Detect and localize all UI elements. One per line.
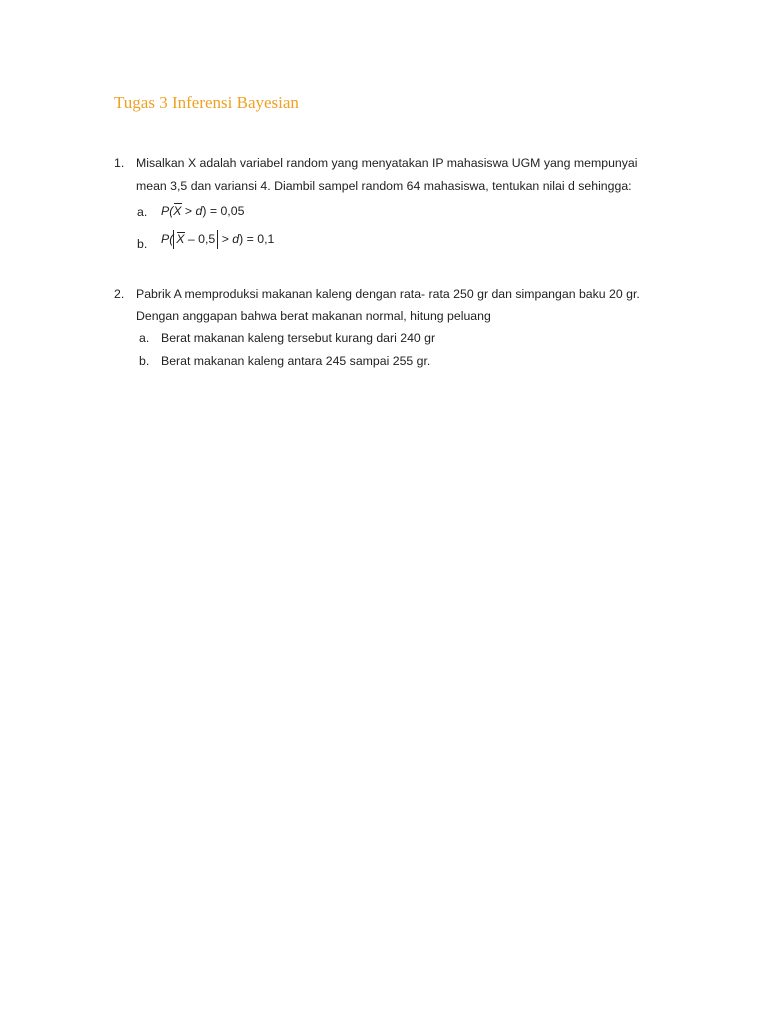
- q2-b-label: b.: [139, 354, 150, 368]
- q1-a-gt: >: [181, 204, 196, 218]
- q1-b-p: P(: [161, 231, 174, 246]
- q1-b-gt: >: [218, 231, 233, 246]
- q1-number: 1.: [114, 156, 125, 170]
- q2-a-text: Berat makanan kaleng tersebut kurang dari 240 gr: [161, 331, 436, 345]
- q2-b-text: Berat makanan kaleng antara 245 sampai 255 gr.: [161, 354, 431, 368]
- q1-a-xbar: X: [173, 204, 182, 218]
- q1-b-inner: – 0,5: [184, 232, 216, 246]
- q2-a-label: a.: [139, 331, 150, 345]
- q1-a-result: ) = 0,05: [202, 204, 245, 218]
- q1-b-d: d: [232, 231, 240, 246]
- q2-number: 2.: [114, 287, 125, 301]
- q1-line-1: Misalkan X adalah variabel random yang menyatakan IP mahasiswa UGM yang mempunyai: [136, 156, 638, 170]
- q1-a-formula: [161, 203, 244, 219]
- document-title: Tugas 3 Inferensi Bayesian: [114, 93, 299, 112]
- q1-a-p: P(: [161, 204, 174, 218]
- q1-line-2: mean 3,5 dan variansi 4. Diambil sampel random 64 mahasiswa, tentukan nilai d sehingga:: [136, 179, 632, 193]
- q1-b-formula: [161, 230, 274, 249]
- q2-line-1: Pabrik A memproduksi makanan kaleng dengan rata- rata 250 gr dan simpangan baku 20 gr.: [136, 287, 640, 301]
- q1-a-d: d: [195, 204, 203, 218]
- q1-a-label: a.: [137, 205, 148, 219]
- q2-line-2: Dengan anggapan bahwa berat makanan normal, hitung peluang: [136, 309, 491, 323]
- q1-b-absolute-value: [173, 230, 218, 249]
- q1-b-xbar: X: [176, 232, 185, 246]
- q1-b-label: b.: [137, 237, 148, 251]
- q1-b-result: ) = 0,1: [239, 231, 275, 246]
